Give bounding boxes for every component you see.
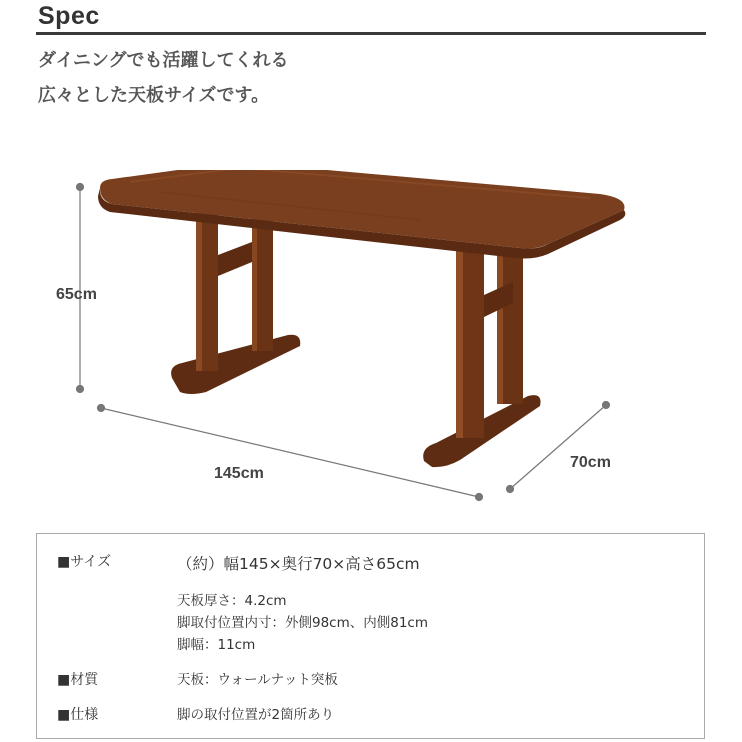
right-leg <box>423 244 540 467</box>
feature-key: ■仕様 <box>57 707 99 723</box>
spec-table <box>36 533 705 739</box>
material-value: 天板：ウォールナット突板 <box>177 672 338 688</box>
size-detail-thickness: 天板厚さ：4.2cm <box>177 593 287 609</box>
depth-dimension-line <box>510 405 606 489</box>
page-title: Spec <box>38 2 100 30</box>
table-top <box>98 170 625 259</box>
tagline-line-1: ダイニングでも活躍してくれる <box>38 50 289 71</box>
title-underline <box>36 32 706 35</box>
feature-value: 脚の取付位置が2箇所あり <box>177 707 335 723</box>
tagline-line-2: 広々とした天板サイズです。 <box>38 85 270 106</box>
width-dimension-line <box>101 408 479 497</box>
size-key: ■サイズ <box>57 554 112 570</box>
width-label: 145cm <box>214 465 264 482</box>
depth-label: 70cm <box>570 454 611 471</box>
left-leg <box>171 211 300 394</box>
size-detail-leg-width: 脚幅：11cm <box>177 637 256 653</box>
size-value: （約）幅145×奥行70×高さ65cm <box>177 555 420 573</box>
size-detail-leg-position: 脚取付位置内寸：外側98cm、内側81cm <box>177 615 429 631</box>
table-product-image <box>0 170 742 510</box>
height-label: 65cm <box>56 286 97 303</box>
table-illustration <box>0 170 742 510</box>
material-key: ■材質 <box>57 672 99 688</box>
